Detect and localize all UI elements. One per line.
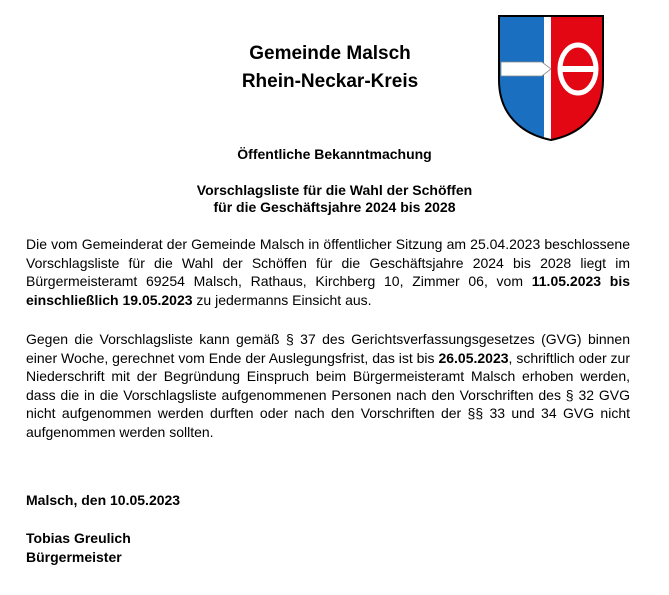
notice-subject [40,182,629,216]
objection-paragraph [26,330,630,441]
inspection-text: Die vom Gemeinderat der Gemeinde Malsch in öffentlicher Sitzung am 25.04.2023 beschlossene Vorschlagsliste für die Wahl der Schöffen für die Geschäftsjahre 2024 bis 2028 liegt im Bürgermeisteramt 69254 Malsch, Rathaus, Kirchberg 10, Zimmer 06, vom [26,236,630,289]
district-name: Rhein-Neckar-Kreis [241,71,419,92]
crest-left-field [499,16,551,140]
objection-text-end: , schriftlich oder zur Niederschrift mit der Begründung Einspruch beim Bürgermeisteramt Malsch erhoben werden, dass die in die Vorschlagsliste aufgenommenen Personen nach den Vorschriften des § 32 GVG nicht aufgenommen werden durften oder nach den Vorschriften der §§ 33 und 34 GVG nicht aufgenommen werden sollten. [26,349,631,440]
inspection-paragraph [26,235,630,309]
notice-subject-line2: für die Geschäftsjahre 2024 bis 2028 [213,199,456,215]
municipality-name: Gemeinde Malsch [249,43,411,64]
place-and-date: Malsch, den 10.05.2023 [26,492,181,508]
crest-white-stripe [544,16,551,140]
notice-heading: Öffentliche Bekanntmachung [237,146,432,162]
signature-block [26,529,131,567]
inspection-text-end: zu jedermanns Einsicht aus. [192,291,372,308]
objection-text: Gegen die Vorschlagsliste kann gemäß § 37 des Gerichtsverfassungsgesetzes (GVG) binnen einer Woche, gerechnet vom Ende der Auslegungsfrist, das ist bis [26,331,630,366]
crest-arrow [501,62,551,76]
signatory-role: Bürgermeister [26,549,122,565]
inspection-period: 11.05.2023 bis einschließlich 19.05.2023 [26,273,631,308]
notice-subject-line1: Vorschlagsliste für die Wahl der Schöffen [196,182,473,198]
coat-of-arms-icon [497,14,605,142]
crest-theta-bar [560,66,596,72]
document-header [170,40,490,96]
objection-deadline: 26.05.2023 [438,349,509,366]
signatory-name: Tobias Greulich [26,530,131,546]
